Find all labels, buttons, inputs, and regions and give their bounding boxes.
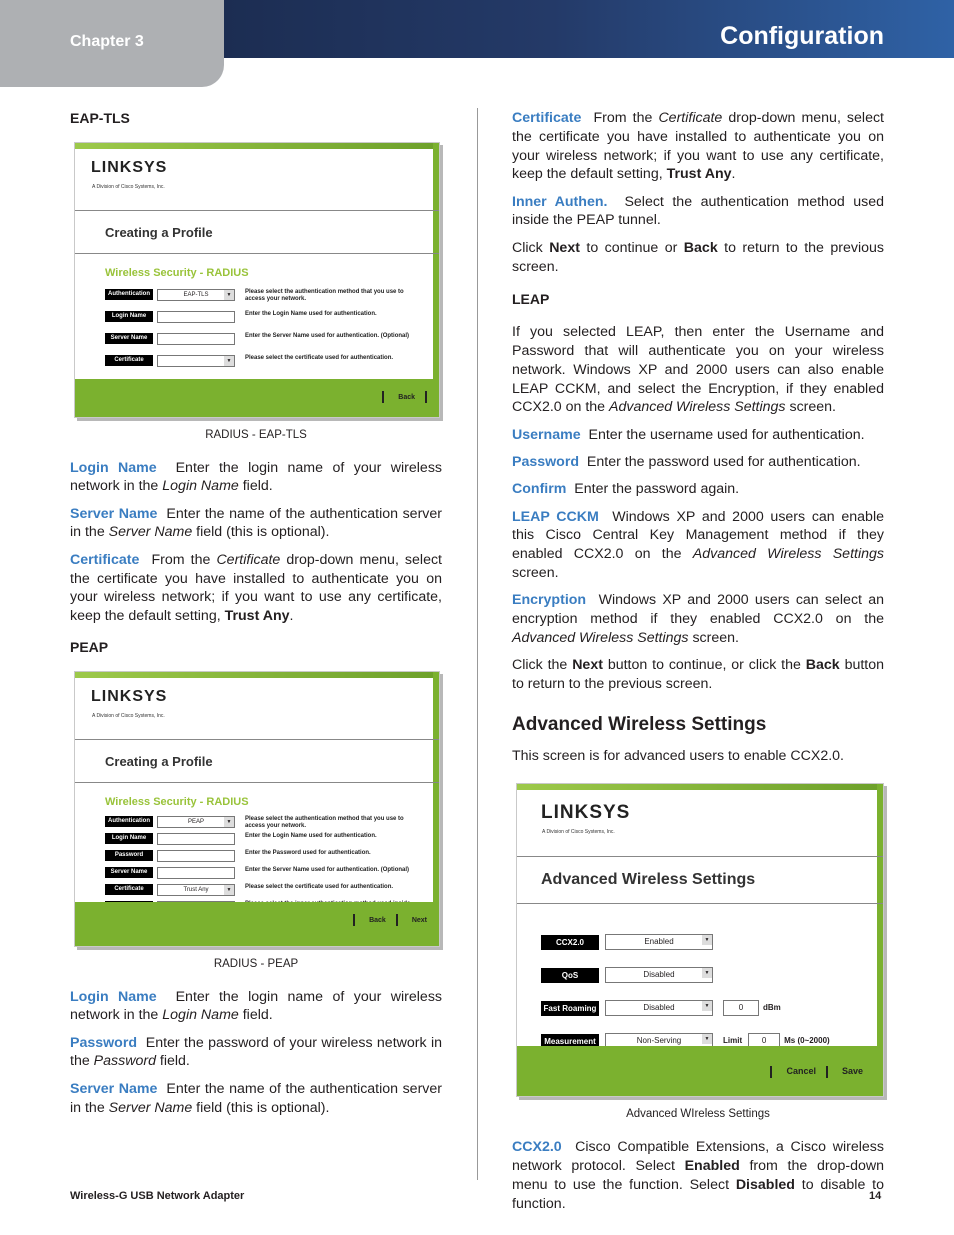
column-divider [477, 108, 478, 1180]
leap-heading: LEAP [512, 291, 550, 308]
field-label: Measurement [541, 1034, 599, 1049]
paragraph: Password Enter the password of your wireless network in the Password field. [70, 1034, 442, 1070]
field-description: Enter the Login Name used for authentication. [245, 311, 377, 318]
peap-screenshot [74, 671, 440, 947]
field-label: Login Name [105, 311, 153, 322]
term: LEAP CCKM [512, 508, 599, 525]
field-label: Login Name [105, 833, 153, 844]
field-label: Password [105, 850, 153, 861]
form-row [541, 992, 883, 1025]
advanced-settings-screenshot [516, 783, 884, 1097]
qos-select[interactable]: Disabled ▼ [605, 967, 713, 983]
screen-heading: Wireless Security - RADIUS [105, 796, 249, 809]
paragraph: Certificate From the Certificate drop-down menu, select the certificate you have installed to authenticate you on your wireless network; if you want to use any certificate, keep the default setting, Trust Any. [70, 551, 442, 625]
form-row [105, 289, 439, 305]
cancel-button[interactable]: Cancel [786, 1066, 816, 1077]
paragraph: Inner Authen. Select the authentication method used inside the PEAP tunnel. [512, 193, 884, 229]
paragraph: Confirm Enter the password again. [512, 481, 740, 498]
header-bar [224, 0, 954, 58]
term: Encryption [512, 592, 587, 609]
limit-label: Limit [723, 1036, 743, 1045]
term: Certificate [512, 110, 582, 126]
paragraph: Click the Next button to continue, or click the Back button to return to the previous screen. [512, 657, 885, 692]
back-button[interactable]: Back [398, 393, 415, 401]
peap-heading: PEAP [70, 638, 109, 655]
screen-title: Creating a Profile [105, 225, 213, 241]
logo-subtitle: A Division of Cisco Systems, Inc. [92, 183, 165, 190]
paragraph: LEAP CCKM Windows XP and 2000 users can enable this Cisco Central Key Management method if they enabled CCX2.0 on the Advanced Wireless Settings screen. [512, 508, 884, 581]
eap-tls-screenshot [74, 142, 440, 418]
form-row [105, 816, 439, 832]
term: Login Name [70, 988, 157, 1005]
screen-title: Creating a Profile [105, 754, 213, 770]
field-label: Certificate [105, 884, 153, 895]
field-description: Please select the certificate used for authentication. [245, 884, 394, 891]
next-button[interactable]: Next [411, 916, 427, 924]
dbm-input[interactable]: 0 [723, 1000, 759, 1016]
term: Password [70, 1034, 138, 1051]
footer-product: Wireless-G USB Network Adapter [70, 1190, 245, 1202]
field-label: Server Name [105, 333, 153, 344]
form-row [105, 355, 439, 371]
form-row [105, 833, 439, 849]
field-description: Enter the Password used for authentication. [245, 850, 371, 857]
server-name-input[interactable] [157, 333, 235, 345]
paragraph: CCX2.0 Cisco Compatible Extensions, a Cisco wireless network protocol. Select Enabled from the drop-down menu to use the function. Select Disabled to disable to function. [512, 1139, 884, 1212]
field-description: Please select the authentication method that you use to access your network. [245, 816, 404, 830]
certificate-select[interactable]: Trust Any ▼ [157, 884, 235, 896]
linksys-logo: LINKSYS [541, 802, 631, 824]
authentication-select[interactable]: EAP-TLS ▼ [157, 289, 235, 301]
button-bar [75, 902, 439, 946]
form-row [541, 959, 883, 992]
advanced-form [541, 926, 883, 1058]
field-label: CCX2.0 [541, 935, 599, 950]
paragraph: Login Name Enter the login name of your wireless network in the Login Name field. [70, 988, 443, 1024]
caption: RADIUS - PEAP [213, 957, 299, 970]
paragraph: Server Name Enter the name of the authentication server in the Server Name field (this is optional). [70, 1080, 442, 1116]
field-description: Enter the Server Name used for authentication. (Optional) [245, 867, 410, 874]
eap-tls-heading: EAP-TLS [70, 110, 130, 126]
linksys-logo: LINKSYS [91, 687, 168, 705]
field-label: QoS [541, 968, 599, 983]
field-label: Authentication [105, 289, 153, 300]
screen-title: Advanced Wireless Settings [541, 870, 756, 888]
form-row [105, 333, 439, 349]
form-row [105, 867, 439, 883]
field-description: Please select the authentication method that you use to access your network. [245, 289, 404, 303]
term: Username [512, 426, 581, 443]
limit-input[interactable]: 0 [748, 1033, 780, 1049]
field-label: Fast Roaming [541, 1001, 599, 1016]
save-button[interactable]: Save [841, 1066, 863, 1077]
term: Certificate [70, 551, 140, 568]
form-row [105, 850, 439, 866]
linksys-logo: LINKSYS [91, 158, 168, 176]
paragraph: If you selected LEAP, then enter the Username and Password that will authenticate you on your wireless network. Windows XP and 2000 users can also enable LEAP CCKM, and select the Encryption, if they enabled CCX2.0 on the Advanced Wireless Settings screen. [512, 324, 884, 416]
login-name-input[interactable] [157, 311, 235, 323]
caption: Advanced WIreless Settings [626, 1108, 770, 1121]
caption: RADIUS - EAP-TLS [205, 428, 307, 441]
paragraph: Login Name Enter the login name of your wireless network in the Login Name field. [70, 459, 443, 495]
term: Confirm [512, 481, 567, 498]
page-number: 14 [869, 1190, 882, 1202]
paragraph: Password Enter the password used for authentication. [512, 453, 861, 470]
password-input[interactable] [157, 850, 235, 862]
certificate-select[interactable] [157, 355, 235, 367]
term: Server Name [70, 505, 158, 522]
server-name-input[interactable] [157, 867, 235, 879]
chapter-label: Chapter 3 [70, 33, 144, 50]
logo-subtitle: A Division of Cisco Systems, Inc. [92, 712, 165, 719]
paragraph: Server Name Enter the name of the authentication server in the Server Name field (this is optional). [70, 505, 442, 541]
term: Password [512, 453, 580, 470]
advanced-wireless-heading: Advanced Wireless Settings [512, 713, 767, 735]
field-label: Server Name [105, 867, 153, 878]
term: Login Name [70, 459, 157, 476]
right-column [512, 109, 884, 1222]
form-row [541, 926, 883, 959]
back-button[interactable]: Back [369, 916, 386, 924]
paragraph: Username Enter the username used for authentication. [512, 426, 865, 443]
ccx-select[interactable]: Enabled ▼ [605, 934, 713, 950]
field-label: Certificate [105, 355, 153, 366]
field-description: Please select the certificate used for authentication. [245, 355, 394, 362]
field-description: Enter the Login Name used for authentication. [245, 833, 377, 840]
term: Inner Authen. [512, 193, 608, 210]
login-name-input[interactable] [157, 833, 235, 845]
unit-label: Ms (0~2000) [784, 1036, 830, 1045]
chapter-tab [0, 0, 224, 87]
button-bar [517, 1046, 883, 1096]
measurement-select[interactable]: Non-Serving ▼ [605, 1033, 713, 1049]
paragraph: This screen is for advanced users to enable CCX2.0. [512, 747, 844, 764]
form-row [105, 311, 439, 327]
field-label: Authentication [105, 816, 153, 827]
button-bar [75, 379, 439, 417]
paragraph: Encryption Windows XP and 2000 users can select an encryption method if they enabled CCX2.0 on the Advanced Wireless Settings screen. [512, 592, 884, 646]
unit-label: dBm [763, 1003, 781, 1012]
term: CCX2.0 [512, 1139, 562, 1156]
left-column [70, 109, 442, 1126]
screen-heading: Wireless Security - RADIUS [105, 267, 249, 280]
paragraph: Click Next to continue or Back to return to the previous screen. [512, 239, 884, 275]
fast-roaming-select[interactable]: Disabled ▼ [605, 1000, 713, 1016]
logo-subtitle: A Division of Cisco Systems, Inc. [542, 829, 615, 836]
form-row [105, 884, 439, 900]
term: Server Name [70, 1080, 158, 1097]
field-description: Enter the Server Name used for authentication. (Optional) [245, 333, 410, 340]
section-title: Configuration [720, 22, 884, 50]
authentication-select[interactable]: PEAP ▼ [157, 816, 235, 828]
paragraph: Certificate From the Certificate drop-down menu, select the certificate you have installed to authenticate you on your wireless network; if you want to use any certificate, keep the default setting, Trust Any. [512, 110, 884, 183]
